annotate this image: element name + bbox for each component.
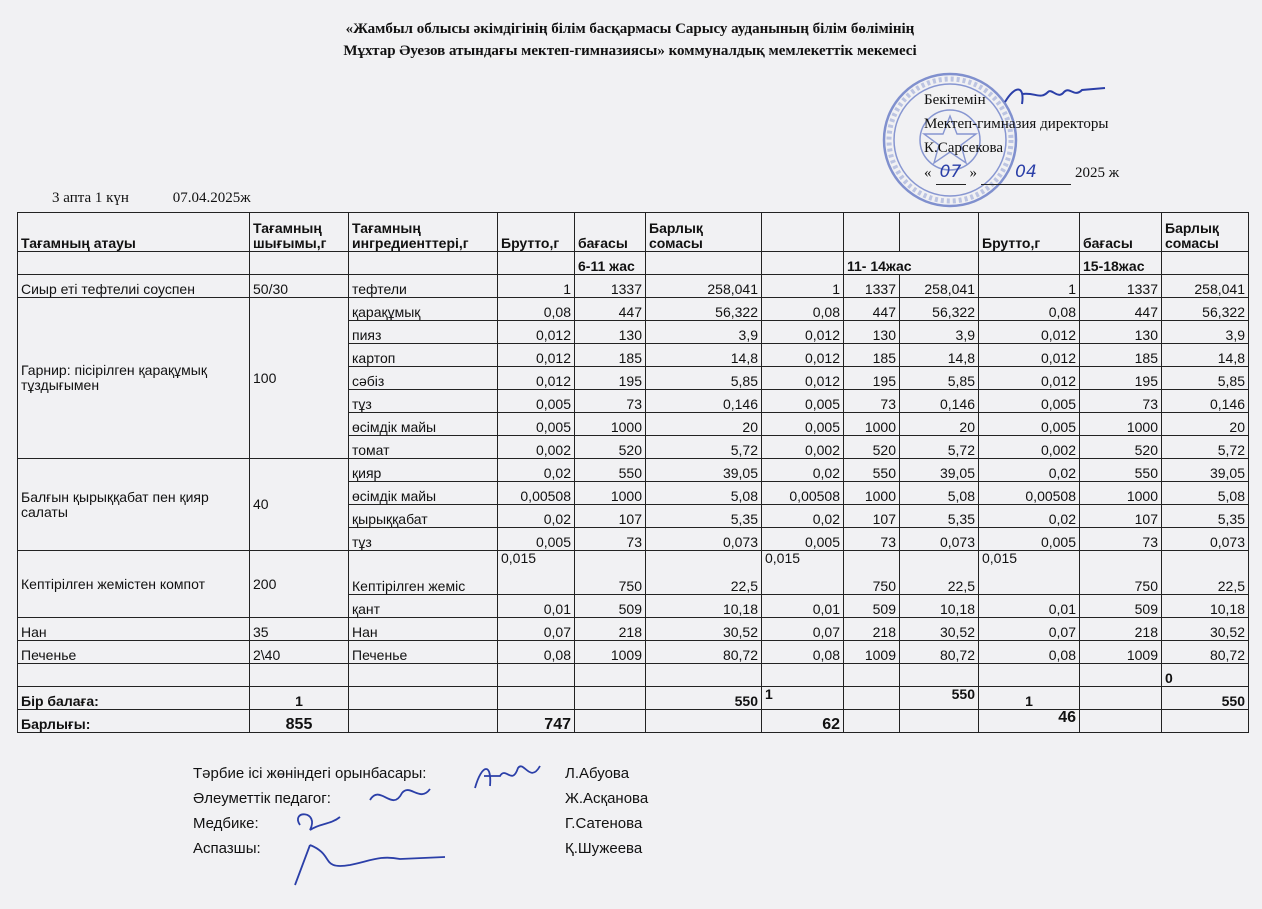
dish-yield: 35 bbox=[250, 618, 349, 641]
cell-b3: 0,00508 bbox=[979, 482, 1080, 505]
cell-b1: 0,012 bbox=[498, 367, 575, 390]
cell-b2: 0,012 bbox=[762, 321, 844, 344]
cell-p3: 750 bbox=[1080, 551, 1162, 595]
cell-b3: 0,07 bbox=[979, 618, 1080, 641]
cell-p2: 1000 bbox=[844, 482, 900, 505]
dish-yield: 40 bbox=[250, 459, 349, 551]
cell-p3: 195 bbox=[1080, 367, 1162, 390]
cell-t1: 56,322 bbox=[646, 298, 762, 321]
header-ingredients: Тағамның ингредиенттері,г bbox=[349, 213, 498, 252]
cell-p1: 185 bbox=[575, 344, 646, 367]
cell-p3: 73 bbox=[1080, 390, 1162, 413]
header-line-1: «Жамбыл облысы әкімдігінің білім басқармасы Сарысу ауданының білім бөлімінің bbox=[345, 21, 915, 37]
header-total-1: Барлық сомасы bbox=[646, 213, 762, 252]
cell-b2: 1 bbox=[762, 275, 844, 298]
header-yield: Тағамның шығымы,г bbox=[250, 213, 349, 252]
cell-t3: 30,52 bbox=[1162, 618, 1249, 641]
cell-p3: 218 bbox=[1080, 618, 1162, 641]
dish-yield: 50/30 bbox=[250, 275, 349, 298]
cell-p3: 185 bbox=[1080, 344, 1162, 367]
cell-t2: 30,52 bbox=[900, 618, 979, 641]
cell-p3: 447 bbox=[1080, 298, 1162, 321]
cell-t2: 22,5 bbox=[900, 551, 979, 595]
table-row bbox=[18, 459, 1249, 482]
header-empty bbox=[844, 213, 900, 252]
cell-t1: 10,18 bbox=[646, 595, 762, 618]
ingredient-name: Кептірілген жеміс bbox=[349, 551, 498, 595]
approval-year: 2025 ж bbox=[1075, 165, 1120, 181]
per-child-row bbox=[18, 687, 1249, 710]
table-row bbox=[18, 275, 1249, 298]
cell-b3: 0,005 bbox=[979, 528, 1080, 551]
cell-p1: 550 bbox=[575, 459, 646, 482]
cell-p1: 73 bbox=[575, 390, 646, 413]
per-child-b2: 1 bbox=[762, 687, 844, 710]
ingredient-name: тұз bbox=[349, 528, 498, 551]
header-brutto-1: Брутто,г bbox=[498, 213, 575, 252]
cell-b3: 0,01 bbox=[979, 595, 1080, 618]
cell-t2: 56,322 bbox=[900, 298, 979, 321]
per-child-t3: 550 bbox=[1162, 687, 1249, 710]
date-quote-close: » bbox=[969, 165, 977, 181]
age-group-2: 11- 14жас bbox=[844, 252, 979, 275]
totals-row bbox=[18, 710, 1249, 733]
cell-b1: 0,012 bbox=[498, 321, 575, 344]
cell-b1: 0,01 bbox=[498, 595, 575, 618]
cell-b1: 1 bbox=[498, 275, 575, 298]
cell-b1: 0,005 bbox=[498, 413, 575, 436]
cell-b3: 0,002 bbox=[979, 436, 1080, 459]
week-day: 3 апта 1 күн bbox=[52, 190, 129, 206]
cell-p2: 73 bbox=[844, 528, 900, 551]
cell-t3: 0,073 bbox=[1162, 528, 1249, 551]
cell-p3: 550 bbox=[1080, 459, 1162, 482]
cell-b3: 0,012 bbox=[979, 367, 1080, 390]
signature-row bbox=[193, 815, 753, 840]
cell-p2: 520 bbox=[844, 436, 900, 459]
cell-b2: 0,012 bbox=[762, 367, 844, 390]
cell-b3: 0,005 bbox=[979, 413, 1080, 436]
cell-b2: 0,005 bbox=[762, 528, 844, 551]
cell-b2: 0,005 bbox=[762, 413, 844, 436]
dish-name: Нан bbox=[18, 618, 250, 641]
cell-b2: 0,005 bbox=[762, 390, 844, 413]
cell-p1: 1337 bbox=[575, 275, 646, 298]
cell-b1: 0,08 bbox=[498, 641, 575, 664]
dish-name: Печенье bbox=[18, 641, 250, 664]
cell-p3: 509 bbox=[1080, 595, 1162, 618]
cell-t3: 39,05 bbox=[1162, 459, 1249, 482]
cell-t1: 0,073 bbox=[646, 528, 762, 551]
cell-b2: 0,00508 bbox=[762, 482, 844, 505]
totals-b1: 747 bbox=[498, 710, 575, 733]
cell-t1: 39,05 bbox=[646, 459, 762, 482]
cell-t1: 80,72 bbox=[646, 641, 762, 664]
cell-b3: 0,02 bbox=[979, 505, 1080, 528]
cell-b1: 0,012 bbox=[498, 344, 575, 367]
week-info bbox=[52, 190, 291, 207]
signatures-block bbox=[193, 765, 753, 865]
ingredient-name: қияр bbox=[349, 459, 498, 482]
header-price-1: бағасы bbox=[575, 213, 646, 252]
cell-b2: 0,02 bbox=[762, 505, 844, 528]
cell-b2: 0,015 bbox=[762, 551, 844, 595]
cell-t3: 10,18 bbox=[1162, 595, 1249, 618]
cell-p1: 750 bbox=[575, 551, 646, 595]
signature-name: Қ.Шужеева bbox=[565, 840, 643, 857]
signature-name: Ж.Асқанова bbox=[565, 790, 649, 807]
cell-t2: 258,041 bbox=[900, 275, 979, 298]
cell-t1: 0,146 bbox=[646, 390, 762, 413]
ingredient-name: қант bbox=[349, 595, 498, 618]
cell-b3: 0,012 bbox=[979, 321, 1080, 344]
totals-t1: 62 bbox=[762, 710, 844, 733]
cell-p1: 218 bbox=[575, 618, 646, 641]
cell-p2: 509 bbox=[844, 595, 900, 618]
ingredient-name: сәбіз bbox=[349, 367, 498, 390]
table-row bbox=[18, 298, 1249, 321]
ingredient-name: Печенье bbox=[349, 641, 498, 664]
cell-p1: 107 bbox=[575, 505, 646, 528]
cell-b3: 0,08 bbox=[979, 641, 1080, 664]
cell-t2: 5,85 bbox=[900, 367, 979, 390]
cell-p3: 1000 bbox=[1080, 482, 1162, 505]
cell-t3: 20 bbox=[1162, 413, 1249, 436]
cell-t1: 5,35 bbox=[646, 505, 762, 528]
cell-p2: 1000 bbox=[844, 413, 900, 436]
per-child-b3: 1 bbox=[979, 687, 1080, 710]
cell-p3: 1337 bbox=[1080, 275, 1162, 298]
age-group-1: 6-11 жас bbox=[575, 252, 646, 275]
empty-row-value: 0 bbox=[1162, 664, 1249, 687]
cell-p1: 195 bbox=[575, 367, 646, 390]
cell-t2: 5,08 bbox=[900, 482, 979, 505]
cell-b3: 0,015 bbox=[979, 551, 1080, 595]
cell-p3: 130 bbox=[1080, 321, 1162, 344]
per-child-t2: 550 bbox=[900, 687, 979, 710]
cell-t3: 5,08 bbox=[1162, 482, 1249, 505]
cell-t1: 5,85 bbox=[646, 367, 762, 390]
cell-p2: 107 bbox=[844, 505, 900, 528]
age-group-3: 15-18жас bbox=[1080, 252, 1162, 275]
cell-p2: 750 bbox=[844, 551, 900, 595]
cell-p2: 1337 bbox=[844, 275, 900, 298]
ingredient-name: өсімдік майы bbox=[349, 413, 498, 436]
cell-p3: 107 bbox=[1080, 505, 1162, 528]
table-row bbox=[18, 641, 1249, 664]
cell-p2: 550 bbox=[844, 459, 900, 482]
ingredient-name: тефтели bbox=[349, 275, 498, 298]
dish-name: Кептірілген жемістен компот bbox=[18, 551, 250, 618]
date-quote-open: « bbox=[924, 165, 932, 181]
ingredient-name: өсімдік майы bbox=[349, 482, 498, 505]
dish-yield: 200 bbox=[250, 551, 349, 618]
cell-p3: 1000 bbox=[1080, 413, 1162, 436]
cell-p3: 1009 bbox=[1080, 641, 1162, 664]
cell-t2: 0,146 bbox=[900, 390, 979, 413]
header-total-3: Барлық сомасы bbox=[1162, 213, 1249, 252]
dish-name: Гарнир: пісірілген қарақұмық тұздығымен bbox=[18, 298, 250, 459]
cell-t2: 39,05 bbox=[900, 459, 979, 482]
cell-b3: 0,08 bbox=[979, 298, 1080, 321]
cell-p3: 520 bbox=[1080, 436, 1162, 459]
approval-day: 07 bbox=[936, 160, 966, 185]
menu-table bbox=[17, 212, 1249, 733]
per-child-count: 1 bbox=[250, 687, 349, 710]
approval-month: 04 bbox=[981, 160, 1071, 185]
cell-b1: 0,002 bbox=[498, 436, 575, 459]
table-row bbox=[18, 551, 1249, 595]
menu-date: 07.04.2025ж bbox=[172, 190, 251, 206]
cell-p2: 185 bbox=[844, 344, 900, 367]
ingredient-name: томат bbox=[349, 436, 498, 459]
signature-row bbox=[193, 840, 753, 865]
ingredient-name: картоп bbox=[349, 344, 498, 367]
cell-t3: 5,35 bbox=[1162, 505, 1249, 528]
totals-label: Барлығы: bbox=[18, 710, 250, 733]
header-line-2: Мұхтар Әуезов атындағы мектеп-гимназиясы» коммуналдық мемлекеттік мекемесі bbox=[343, 43, 917, 59]
cell-t3: 5,72 bbox=[1162, 436, 1249, 459]
director-position: Мектеп-гимназия директоры bbox=[924, 116, 1109, 132]
per-child-t1: 550 bbox=[646, 687, 762, 710]
signature-role: Әлеуметтік педагог: bbox=[193, 790, 331, 807]
cell-t3: 0,146 bbox=[1162, 390, 1249, 413]
cell-b1: 0,02 bbox=[498, 505, 575, 528]
cell-t3: 56,322 bbox=[1162, 298, 1249, 321]
cell-p2: 195 bbox=[844, 367, 900, 390]
table-row bbox=[18, 618, 1249, 641]
cell-b1: 0,005 bbox=[498, 528, 575, 551]
dish-name: Балғын қырыққабат пен қияр салаты bbox=[18, 459, 250, 551]
header-dish-name: Тағамның атауы bbox=[18, 213, 250, 252]
signature-role: Тәрбие ісі жөніндегі орынбасары: bbox=[193, 765, 427, 782]
approval-block bbox=[924, 88, 1224, 185]
signature-row bbox=[193, 790, 753, 815]
ingredient-name: тұз bbox=[349, 390, 498, 413]
cell-b2: 0,02 bbox=[762, 459, 844, 482]
cell-b1: 0,005 bbox=[498, 390, 575, 413]
signature-role: Аспазшы: bbox=[193, 840, 261, 857]
cell-b2: 0,002 bbox=[762, 436, 844, 459]
ingredient-name: қырыққабат bbox=[349, 505, 498, 528]
cell-b2: 0,01 bbox=[762, 595, 844, 618]
cell-t1: 258,041 bbox=[646, 275, 762, 298]
cell-b3: 0,012 bbox=[979, 344, 1080, 367]
cell-t1: 20 bbox=[646, 413, 762, 436]
cell-p2: 218 bbox=[844, 618, 900, 641]
ingredient-name: пияз bbox=[349, 321, 498, 344]
cell-t3: 3,9 bbox=[1162, 321, 1249, 344]
cell-t1: 3,9 bbox=[646, 321, 762, 344]
cell-t1: 30,52 bbox=[646, 618, 762, 641]
cell-b3: 0,02 bbox=[979, 459, 1080, 482]
cell-t2: 14,8 bbox=[900, 344, 979, 367]
cell-p2: 447 bbox=[844, 298, 900, 321]
signature-row bbox=[193, 765, 753, 790]
empty-row bbox=[18, 664, 1249, 687]
cell-b2: 0,08 bbox=[762, 298, 844, 321]
dish-yield: 100 bbox=[250, 298, 349, 459]
cell-p1: 520 bbox=[575, 436, 646, 459]
ingredient-name: қарақұмық bbox=[349, 298, 498, 321]
cell-b1: 0,07 bbox=[498, 618, 575, 641]
dish-yield: 2\40 bbox=[250, 641, 349, 664]
cell-t1: 5,08 bbox=[646, 482, 762, 505]
cell-t1: 5,72 bbox=[646, 436, 762, 459]
totals-yield: 855 bbox=[250, 710, 349, 733]
cell-p2: 130 bbox=[844, 321, 900, 344]
cell-b3: 1 bbox=[979, 275, 1080, 298]
cell-p1: 509 bbox=[575, 595, 646, 618]
header-empty bbox=[900, 213, 979, 252]
cell-p2: 1009 bbox=[844, 641, 900, 664]
cell-b1: 0,015 bbox=[498, 551, 575, 595]
cell-t2: 10,18 bbox=[900, 595, 979, 618]
header-brutto-3: Брутто,г bbox=[979, 213, 1080, 252]
cell-p1: 1009 bbox=[575, 641, 646, 664]
approval-date bbox=[924, 160, 1224, 185]
cell-p1: 130 bbox=[575, 321, 646, 344]
cell-t2: 20 bbox=[900, 413, 979, 436]
cell-b3: 0,005 bbox=[979, 390, 1080, 413]
approve-label: Бекітемін bbox=[924, 92, 986, 108]
cell-t2: 0,073 bbox=[900, 528, 979, 551]
cell-p1: 447 bbox=[575, 298, 646, 321]
age-group-row bbox=[18, 252, 1249, 275]
cell-b2: 0,012 bbox=[762, 344, 844, 367]
cell-t3: 14,8 bbox=[1162, 344, 1249, 367]
ingredient-name: Нан bbox=[349, 618, 498, 641]
cell-t3: 258,041 bbox=[1162, 275, 1249, 298]
cell-t1: 14,8 bbox=[646, 344, 762, 367]
cell-p1: 73 bbox=[575, 528, 646, 551]
cell-t2: 5,35 bbox=[900, 505, 979, 528]
header-empty bbox=[762, 213, 844, 252]
document-header bbox=[250, 18, 1010, 62]
cell-p1: 1000 bbox=[575, 482, 646, 505]
cell-b1: 0,02 bbox=[498, 459, 575, 482]
cell-t1: 22,5 bbox=[646, 551, 762, 595]
cell-p2: 73 bbox=[844, 390, 900, 413]
cell-t2: 5,72 bbox=[900, 436, 979, 459]
cell-b2: 0,07 bbox=[762, 618, 844, 641]
cell-b2: 0,08 bbox=[762, 641, 844, 664]
cell-p1: 1000 bbox=[575, 413, 646, 436]
director-name: К.Сарсекова bbox=[924, 140, 1003, 156]
signature-name: Г.Сатенова bbox=[565, 815, 643, 832]
table-header-row bbox=[18, 213, 1249, 252]
per-child-label: Бір балаға: bbox=[18, 687, 250, 710]
signature-name: Л.Абуова bbox=[565, 765, 630, 782]
cell-b1: 0,00508 bbox=[498, 482, 575, 505]
cell-b1: 0,08 bbox=[498, 298, 575, 321]
dish-name: Сиыр еті тефтелиі соуспен bbox=[18, 275, 250, 298]
cell-t3: 5,85 bbox=[1162, 367, 1249, 390]
header-price-3: бағасы bbox=[1080, 213, 1162, 252]
signature-role: Медбике: bbox=[193, 815, 259, 832]
cell-p3: 73 bbox=[1080, 528, 1162, 551]
cell-t2: 3,9 bbox=[900, 321, 979, 344]
cell-t3: 80,72 bbox=[1162, 641, 1249, 664]
totals-b3: 46 bbox=[979, 710, 1080, 733]
cell-t3: 22,5 bbox=[1162, 551, 1249, 595]
cell-t2: 80,72 bbox=[900, 641, 979, 664]
